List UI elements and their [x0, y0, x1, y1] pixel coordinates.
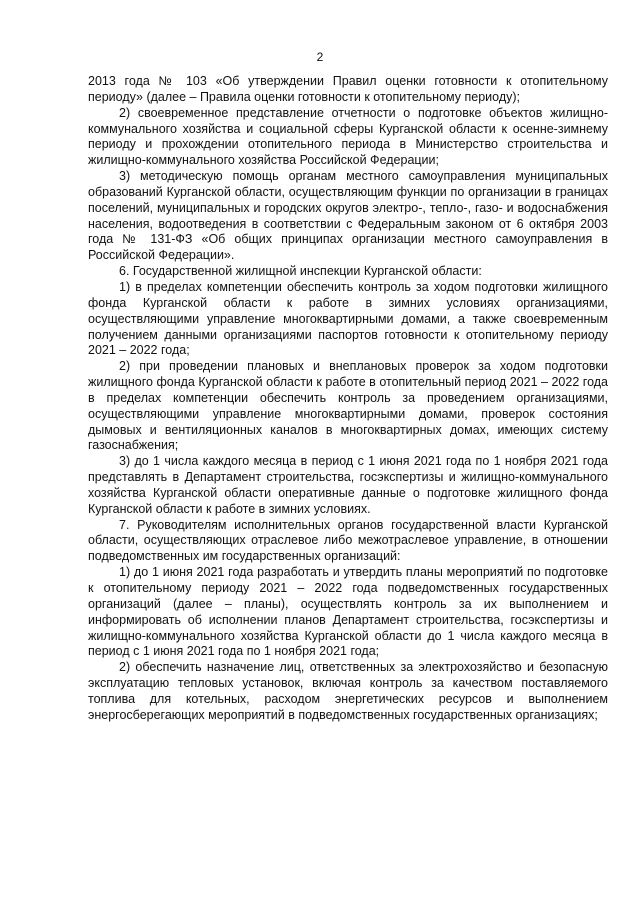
paragraph-section-6: 6. Государственной жилищной инспекции Курганской области: [119, 264, 482, 279]
page-number: 2 [316, 50, 324, 64]
paragraph-section-7: 7. Руководителям исполнительных органов государственной власти Курганской области, осуществляющих отраслевое либо межотраслевое управление, в отношении подведомственных им государственных организаций: [88, 517, 608, 564]
paragraph-item-6-1: 1) в пределах компетенции обеспечить контроль за ходом подготовки жилищного фонда Курганской области к работе в зимних условиях организациями, осуществляющими управление многоквартирными домами, а также своевременным получением данными организациями паспортов готовности к отопительному периоду 2021 – 2022 года; [88, 279, 608, 358]
paragraph-item-6-2: 2) при проведении плановых и внеплановых проверок за ходом подготовки жилищного фонда Курганской области к работе в отопительный период 2021 – 2022 года в пределах компетенции обеспечить контроль за проведением организациями, осуществляющими управление многоквартирными домами, проверок состояния дымовых и вентиляционных каналов в многоквартирных домах, имеющих систему газоснабжения; [88, 359, 608, 453]
paragraph-continuation: 2013 года № 103 «Об утверждении Правил оценки готовности к отопительному периоду» (далее – Правила оценки готовности к отопительному периоду); [88, 74, 608, 104]
document-body [88, 74, 608, 724]
paragraph-item-5-2: 2) своевременное представление отчетности о подготовке объектов жилищно-коммунального хозяйства и социальной сферы Курганской области к осенне-зимнему периоду и прохождении отопительного периода в Министерство строительства и жилищно-коммунального хозяйства Российской Федерации; [88, 105, 608, 168]
paragraph-item-5-3: 3) методическую помощь органам местного самоуправления муниципальных образований Курганской области, осуществляющим функции по организации в границах поселений, муниципальных и городских округов электро-, тепло-, газо- и водоснабжения населения, водоотведения в соответствии с Федеральным законом от 6 октября 2003 года № 131-ФЗ «Об общих принципах организации местного самоуправления в Российской Федерации». [88, 169, 608, 263]
paragraph-item-7-2: 2) обеспечить назначение лиц, ответственных за электрохозяйство и безопасную эксплуатацию тепловых установок, включая контроль за качеством поставляемого топлива для котельных, расходом энергетических ресурсов и выполнением энергосберегающих мероприятий в подведомственных государственных организациях; [88, 660, 608, 722]
paragraph-item-7-1: 1) до 1 июня 2021 года разработать и утвердить планы мероприятий по подготовке к отопительному периоду 2021 – 2022 года подведомственных государственных организаций (далее – планы), осуществлять контроль за их выполнением и информировать об исполнении планов Департамент строительства, госэкспертизы и жилищно-коммунального хозяйства Курганской области до 1 числа каждого месяца в период с 1 июня 2021 года по 1 ноября 2021 года; [88, 565, 608, 659]
paragraph-item-6-3: 3) до 1 числа каждого месяца в период с 1 июня 2021 года по 1 ноября 2021 года представлять в Департамент строительства, госэкспертизы и жилищно-коммунального хозяйства Курганской области оперативные данные о подготовке жилищного фонда Курганской области к работе в зимних условиях. [88, 454, 608, 516]
